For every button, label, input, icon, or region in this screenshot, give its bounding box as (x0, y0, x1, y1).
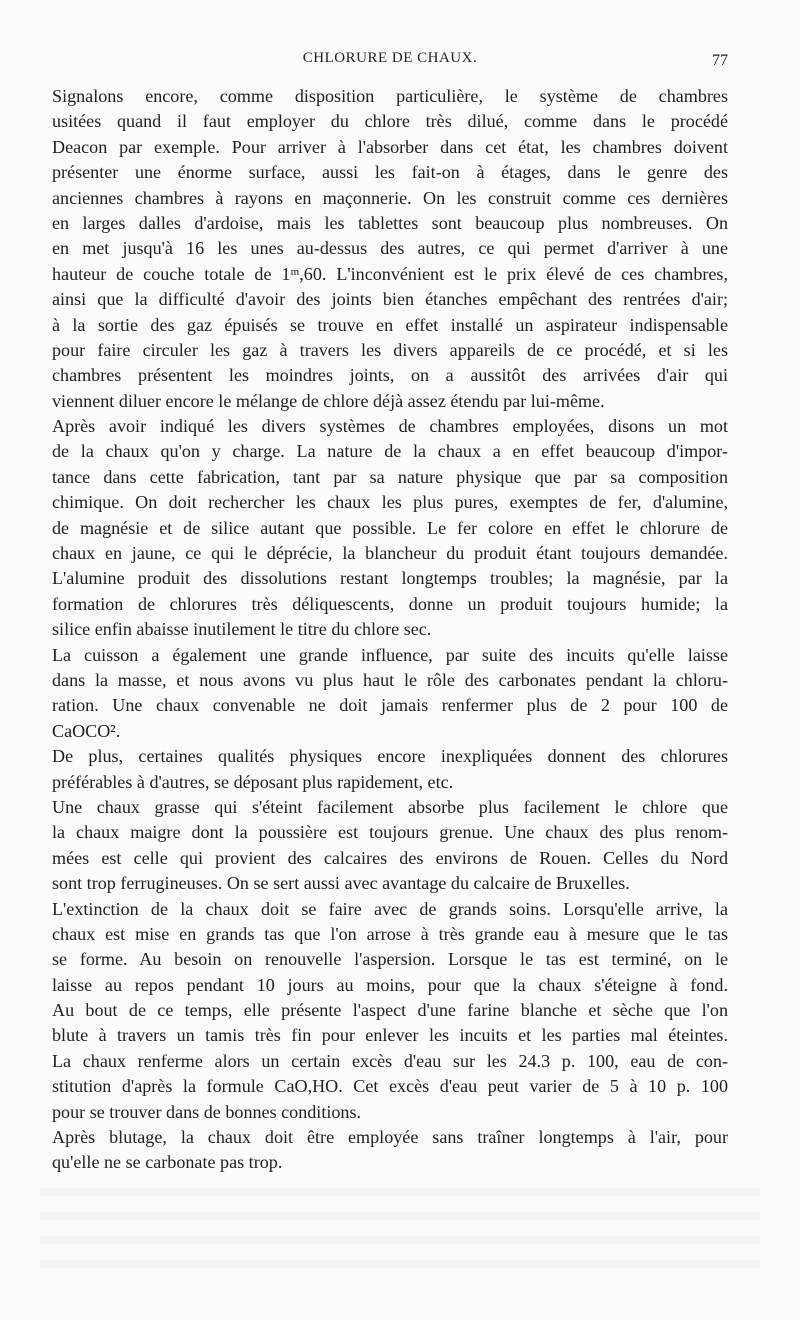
text-line: Une chaux grasse qui s'éteint facilement absorbe plus facilement le chlore que (52, 796, 728, 817)
text-line: chimique. On doit rechercher les chaux les plus pures, exemptes de fer, d'alumine, (52, 492, 728, 513)
text-line: La cuisson a également une grande influence, par suite des incuits qu'elle laisse (52, 644, 728, 665)
page-number: 77 (712, 52, 728, 69)
text-line: de magnésie et de silice autant que possible. Le fer colore en effet le chlorure de (52, 517, 728, 538)
running-head (52, 50, 728, 72)
text-line: ration. Une chaux convenable ne doit jamais renfermer plus de 2 pour 100 de (52, 695, 728, 716)
text-line: L'extinction de la chaux doit se faire avec de grands soins. Lorsqu'elle arrive, la (52, 898, 728, 919)
text-line: qu'elle ne se carbonate pas trop. (52, 1152, 283, 1173)
text-line: viennent diluer encore le mélange de chlore déjà assez étendu par lui-même. (52, 390, 605, 411)
text-line: Deacon par exemple. Pour arriver à l'absorber dans cet état, les chambres doivent (52, 136, 728, 157)
text-line: pour faire circuler les gaz à travers les divers appareils de ce procédé, et si les (52, 339, 728, 360)
text-line: pour se trouver dans de bonnes conditions. (52, 1101, 362, 1122)
text-line: chaux est mise en grands tas que l'on arrose à très grande eau à mesure que le tas (52, 923, 728, 944)
text-line: chaux en jaune, ce qui le déprécie, la blancheur du produit étant toujours demandée. (52, 543, 728, 564)
text-line: La chaux renferme alors un certain excès d'eau sur les 24.3 p. 100, eau de con- (52, 1050, 728, 1071)
text-line: mées est celle qui provient des calcaires des environs de Rouen. Celles du Nord (52, 847, 728, 868)
text-line: préférables à d'autres, se déposant plus rapidement, etc. (52, 771, 454, 792)
text-line: Après blutage, la chaux doit être employée sans traîner longtemps à l'air, pour (52, 1127, 728, 1148)
text-line: tance dans cette fabrication, tant par sa nature physique que par sa composition (52, 466, 728, 487)
text-line: à la sortie des gaz épuisés se trouve en effet installé un aspirateur indispensable (52, 314, 728, 335)
text-line: silice enfin abaisse inutilement le titre du chlore sec. (52, 619, 432, 640)
text-line: De plus, certaines qualités physiques encore inexpliquées donnent des chlorures (52, 746, 728, 767)
text-line: Signalons encore, comme disposition particulière, le système de chambres (52, 86, 728, 106)
text-line: se forme. Au besoin on renouvelle l'aspersion. Lorsque le tas est terminé, on le (52, 949, 728, 970)
text-line: sont trop ferrugineuses. On se sert aussi avec avantage du calcaire de Bruxelles. (52, 873, 630, 894)
text-line: la chaux maigre dont la poussière est toujours grenue. Une chaux des plus renom- (52, 822, 728, 843)
show-through-bleed (40, 1188, 760, 1278)
text-line: anciennes chambres à rayons en maçonnerie. On les construit comme ces dernières (52, 187, 728, 208)
text-line: hauteur de couche totale de 1ᵐ,60. L'inconvénient est le prix élevé de ces chambres, (52, 263, 728, 284)
text-line: stitution d'après la formule CaO,HO. Cet excès d'eau peut varier de 5 à 10 p. 100 (52, 1076, 728, 1097)
text-line: formation de chlorures très déliquescents, donne un produit toujours humide; la (52, 593, 728, 614)
text-line: Après avoir indiqué les divers systèmes de chambres employées, disons un mot (52, 416, 728, 437)
text-line: dans la masse, et nous avons vu plus haut le rôle des carbonates pendant la chloru- (52, 669, 728, 690)
text-line: ainsi que la difficulté d'avoir des joints bien étanches empêchant des rentrées d'air; (52, 289, 728, 310)
text-line: en met jusqu'à 16 les unes au-dessus des autres, ce qui permet d'arriver à une (52, 238, 728, 259)
body-text (52, 84, 728, 1176)
text-line: chambres présentent les moindres joints, on a aussitôt des arrivées d'air qui (52, 365, 728, 386)
text-line: blute à travers un tamis très fin pour enlever les incuits et les parties mal éteintes. (52, 1025, 728, 1046)
text-line: en larges dalles d'ardoise, mais les tablettes sont beaucoup plus nombreuses. On (52, 212, 728, 233)
running-title: CHLORURE DE CHAUX. (302, 50, 478, 66)
text-line: laisse au repos pendant 10 jours au moins, pour que la chaux s'éteigne à fond. (52, 974, 728, 995)
text-line: Au bout de ce temps, elle présente l'aspect d'une farine blanche et sèche que l'on (52, 1000, 728, 1021)
text-line: usitées quand il faut employer du chlore très dilué, comme dans le procédé (52, 111, 728, 132)
text-line: de la chaux qu'on y charge. La nature de la chaux a en effet beaucoup d'impor- (52, 441, 728, 462)
text-line: L'alumine produit des dissolutions restant longtemps troubles; la magnésie, par la (52, 568, 728, 589)
text-line: présenter une énorme surface, aussi les fait-on à étages, dans le genre des (52, 162, 728, 183)
text-line: CaOCO². (52, 720, 121, 741)
